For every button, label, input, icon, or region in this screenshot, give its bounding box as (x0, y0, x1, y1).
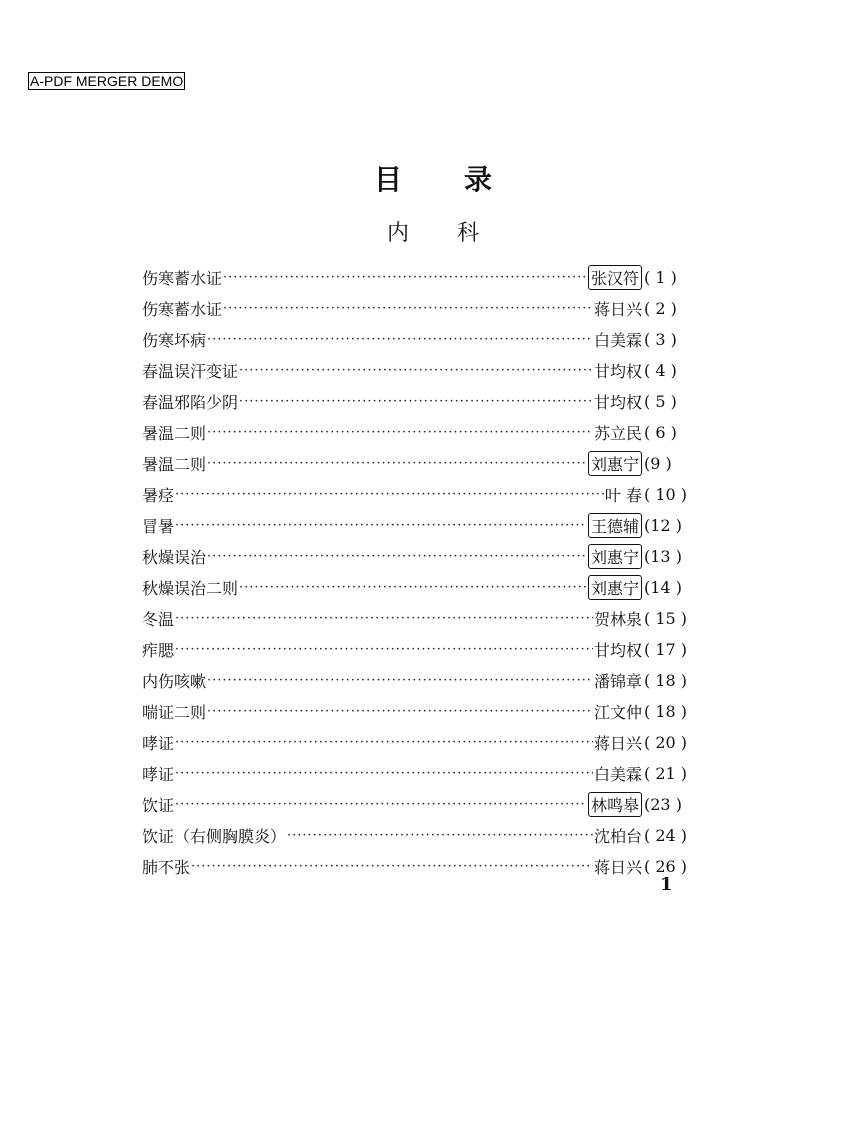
entry-title: 冬温 (142, 610, 175, 629)
entry-title: 春温误汗变证 (142, 362, 239, 381)
entry-title: 痄腮 (142, 641, 175, 660)
entry-author: 甘均权 (593, 641, 642, 660)
dot-leader (175, 766, 593, 781)
toc-entry (142, 727, 698, 758)
entry-author: 潘锦章 (593, 672, 642, 691)
dot-leader (239, 363, 593, 378)
entry-title: 饮证 (142, 796, 175, 815)
entry-page: ( 2 ) (644, 299, 677, 318)
dot-leader (239, 580, 587, 595)
entry-title: 秋燥误治 (142, 548, 207, 567)
toc-entry (142, 634, 698, 665)
entry-title: 暑温二则 (142, 424, 207, 443)
entry-title: 秋燥误治二则 (142, 579, 239, 598)
entry-page: ( 17 ) (644, 640, 688, 659)
entry-page: (9 ) (644, 454, 672, 473)
toc-entry (142, 603, 698, 634)
dot-leader (207, 704, 593, 719)
entry-title: 肺不张 (142, 858, 191, 877)
entry-title: 内伤咳嗽 (142, 672, 207, 691)
entry-title: 伤寒坏病 (142, 331, 207, 350)
entry-page: (14 ) (644, 578, 682, 597)
section-heading (0, 216, 866, 247)
dot-leader (207, 456, 587, 471)
toc-entry (142, 479, 698, 510)
toc-entry (142, 851, 698, 882)
dot-leader (207, 425, 593, 440)
dot-leader (191, 859, 593, 874)
dot-leader (175, 611, 593, 626)
toc-entry (142, 448, 698, 479)
entry-author: 苏立民 (593, 424, 642, 443)
entry-page: ( 21 ) (644, 764, 688, 783)
entry-author: 蒋日兴 (593, 858, 642, 877)
entry-page: (13 ) (644, 547, 682, 566)
entry-author: 王德辅 (588, 513, 642, 538)
toc-entry (142, 386, 698, 417)
entry-author: 叶 春 (604, 486, 642, 505)
entry-author: 贺林泉 (593, 610, 642, 629)
dot-leader (207, 673, 593, 688)
toc-entry (142, 355, 698, 386)
entry-page: (23 ) (644, 795, 682, 814)
entry-page: ( 4 ) (644, 361, 677, 380)
entry-title: 饮证（右侧胸膜炎） (142, 827, 287, 846)
entry-author: 白美霖 (593, 331, 642, 350)
page-title (0, 158, 866, 198)
toc-entry (142, 417, 698, 448)
title-left-char: 目 (373, 163, 402, 196)
entry-page: ( 5 ) (644, 392, 677, 411)
toc-entry (142, 293, 698, 324)
entry-author: 刘惠宁 (588, 575, 642, 600)
entry-title: 哮证 (142, 765, 175, 784)
entry-page: ( 18 ) (644, 671, 688, 690)
entry-author: 蒋日兴 (593, 734, 642, 753)
toc-entry (142, 324, 698, 355)
entry-title: 春温邪陷少阴 (142, 393, 239, 412)
entry-author: 蒋日兴 (593, 300, 642, 319)
dot-leader (175, 642, 593, 657)
dot-leader (175, 487, 604, 502)
section-right-char: 科 (457, 221, 480, 246)
entry-page: ( 10 ) (644, 485, 688, 504)
entry-title: 暑痉 (142, 486, 175, 505)
section-left-char: 内 (386, 221, 409, 246)
entry-author: 甘均权 (593, 362, 642, 381)
watermark-label: A-PDF MERGER DEMO (30, 73, 184, 89)
entry-title: 伤寒蓄水证 (142, 300, 223, 319)
toc-entry (142, 820, 698, 851)
entry-page: ( 1 ) (644, 268, 677, 287)
dot-leader (207, 332, 593, 347)
dot-leader (175, 518, 587, 533)
entry-author: 沈柏台 (593, 827, 642, 846)
dot-leader (175, 797, 587, 812)
entry-page: ( 15 ) (644, 609, 688, 628)
toc-entry (142, 789, 698, 820)
entry-author: 江文仲 (593, 703, 642, 722)
toc-entry (142, 262, 698, 293)
entry-author: 甘均权 (593, 393, 642, 412)
entry-author: 刘惠宁 (588, 451, 642, 476)
dot-leader (207, 549, 587, 564)
entry-author: 刘惠宁 (588, 544, 642, 569)
toc-entry (142, 541, 698, 572)
toc-entry (142, 510, 698, 541)
dot-leader (223, 301, 593, 316)
toc-entry (142, 696, 698, 727)
entry-page: ( 24 ) (644, 826, 688, 845)
entry-page: ( 6 ) (644, 423, 677, 442)
entry-page: ( 20 ) (644, 733, 688, 752)
dot-leader (175, 735, 593, 750)
entry-title: 冒暑 (142, 517, 175, 536)
toc-entry (142, 665, 698, 696)
entry-page: (12 ) (644, 516, 682, 535)
toc-entry (142, 572, 698, 603)
dot-leader (223, 270, 587, 285)
entry-author: 白美霖 (593, 765, 642, 784)
entry-title: 暑温二则 (142, 455, 207, 474)
entry-author: 林鸣皋 (588, 792, 642, 817)
dot-leader (287, 828, 593, 843)
entry-author: 张汉符 (588, 265, 642, 290)
title-right-char: 录 (464, 163, 493, 196)
page-number: 1 (660, 874, 673, 895)
entry-page: ( 3 ) (644, 330, 677, 349)
entry-title: 伤寒蓄水证 (142, 269, 223, 288)
table-of-contents (142, 262, 698, 882)
toc-entry (142, 758, 698, 789)
entry-page: ( 26 ) (644, 857, 688, 876)
entry-title: 喘证二则 (142, 703, 207, 722)
dot-leader (239, 394, 593, 409)
entry-page: ( 18 ) (644, 702, 688, 721)
entry-title: 哮证 (142, 734, 175, 753)
